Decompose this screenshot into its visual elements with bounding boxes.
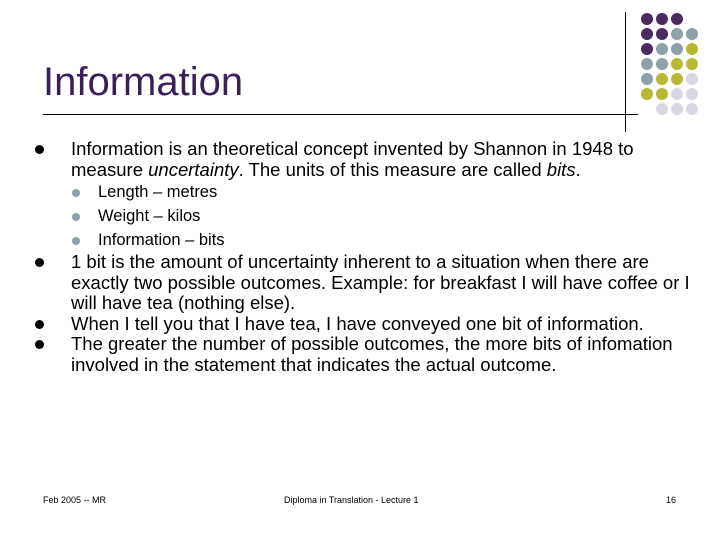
vertical-divider [625, 12, 626, 132]
footer-course: Diploma in Translation - Lecture 1 [284, 495, 419, 505]
decorative-dot [641, 43, 653, 55]
decorative-dot [686, 43, 698, 55]
decorative-dot [686, 88, 698, 100]
bullet-text: 1 bit is the amount of uncertainty inherent to a situation when there are exactly two possible outcomes. Example: for breakfast I will have coffee or I will have tea (nothing else). [71, 251, 690, 313]
decorative-dot [671, 103, 683, 115]
bullet-item-4 [30, 334, 690, 375]
decorative-dot [641, 13, 653, 25]
bullet-marker [35, 145, 44, 154]
decorative-dot [671, 58, 683, 70]
sub-bullet-information [30, 228, 690, 252]
decorative-dot [671, 28, 683, 40]
bullet-text: The greater the number of possible outcomes, the more bits of infomation involved in the statement that indicates the actual outcome. [71, 333, 673, 375]
decorative-dot [671, 73, 683, 85]
decorative-dot [656, 58, 668, 70]
decorative-dot [641, 88, 653, 100]
decorative-dot [641, 58, 653, 70]
sub-bullet-marker [72, 189, 80, 197]
sub-bullet-marker [72, 213, 80, 221]
decorative-dot [686, 103, 698, 115]
bullet-marker [35, 320, 44, 329]
slide-title: Information [43, 60, 244, 104]
bullet-item-3 [30, 314, 690, 335]
bullet-item-2 [30, 252, 690, 314]
decorative-dot [656, 28, 668, 40]
title-underline [43, 114, 638, 115]
bullet-list [30, 139, 690, 375]
sub-bullet-length [30, 180, 690, 204]
decorative-dot [671, 13, 683, 25]
decorative-dot [656, 13, 668, 25]
bullet-marker [35, 258, 44, 267]
sub-bullet-marker [72, 237, 80, 245]
decorative-dot [686, 28, 698, 40]
footer-page-number: 16 [666, 495, 677, 505]
decorative-dot [656, 43, 668, 55]
sub-bullet-text: Length – metres [98, 183, 218, 201]
decorative-dot [656, 73, 668, 85]
decorative-dot [671, 43, 683, 55]
decorative-dot [656, 103, 668, 115]
sub-bullet-weight [30, 204, 690, 228]
bullet-item-1 [30, 139, 690, 180]
decorative-dot [686, 73, 698, 85]
bullet-text: Information is an theoretical concept invented by Shannon in 1948 to measure uncertainty. The units of this measure are called bits. [71, 138, 634, 180]
decorative-dot [656, 88, 668, 100]
decorative-dot [686, 58, 698, 70]
bullet-marker [35, 340, 44, 349]
decorative-dot [641, 28, 653, 40]
decorative-dot [671, 88, 683, 100]
sub-bullet-text: Weight – kilos [98, 207, 201, 225]
bullet-text: When I tell you that I have tea, I have conveyed one bit of information. [71, 312, 644, 334]
decorative-dot [641, 73, 653, 85]
sub-bullet-text: Information – bits [98, 231, 225, 249]
footer-date: Feb 2005 -- MR [43, 495, 107, 505]
